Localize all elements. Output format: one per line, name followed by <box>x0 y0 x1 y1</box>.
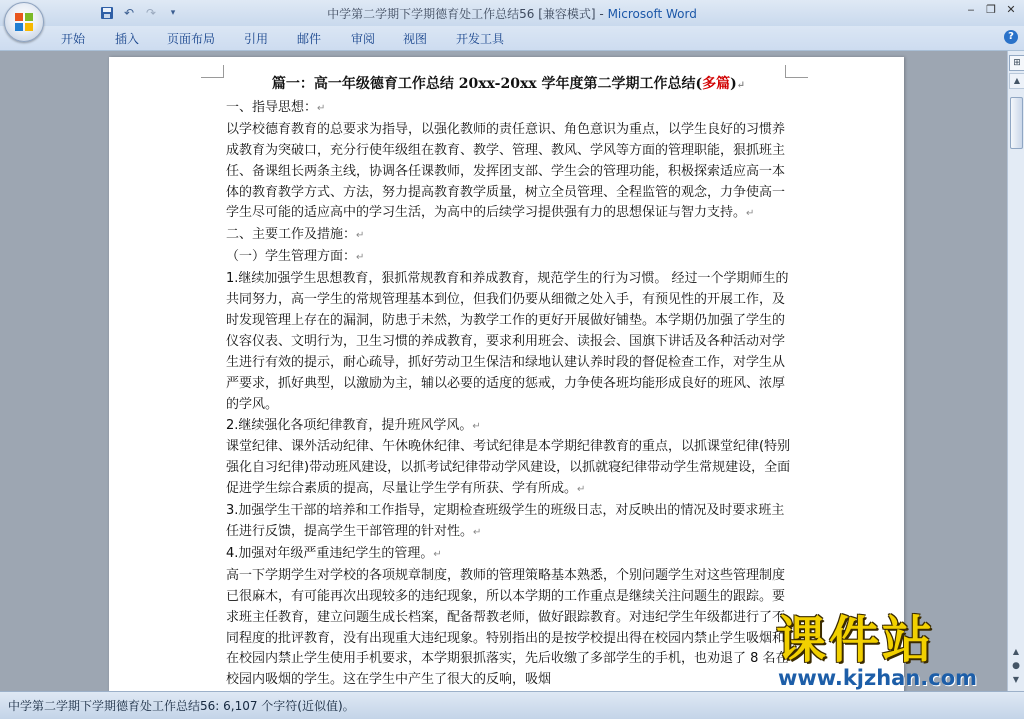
document-area <box>0 51 1007 691</box>
paragraph: 2.继续强化各项纪律教育，提升班风学风。↵ <box>226 417 481 433</box>
document-title: 篇一：高一年级德育工作总结 20xx-20xx 学年度第二学期工作总结(多篇)↵ <box>271 76 746 92</box>
redo-icon[interactable]: ↷ <box>145 6 157 20</box>
paragraph-mark-icon: ↵ <box>746 208 755 220</box>
paragraph-mark-icon: ↵ <box>356 252 365 264</box>
window-title: 中学第二学期下学期德育处工作总结56 [兼容模式] - Microsoft Word <box>327 7 697 21</box>
select-browse-object-icon[interactable]: ● <box>1012 661 1020 671</box>
office-button[interactable] <box>4 2 44 42</box>
paragraph: （一）学生管理方面：↵ <box>226 249 365 265</box>
paragraph-mark-icon: ↵ <box>473 527 482 539</box>
paragraph: 二、主要工作及措施：↵ <box>226 227 365 243</box>
paragraph: 高一下学期学生对学校的各项规章制度，教师的管理策略基本熟悉，个别问题学生对这些管理制度已很麻木，有可能再次出现较多的违纪现象，所以本学期的工作重点是继续关注问题生的跟踪。要求班主任教育，建立问题生成长档案，配备帮教老师，做好跟踪教育。对违纪学生年级都进行了不同程度的批评教育，没有出现重大违纪现象。特别指出的是按学校提出得在校园内禁止学生吸烟和在校园内禁止学生使用手机要求，本学期狠抓落实，先后收缴了多部学生的手机，也劝退了 8 名在校园内吸烟的学生。这在学生中产生了很大的反响，吸烟 <box>226 567 789 688</box>
window-controls <box>962 2 1020 18</box>
document-name: 中学第二学期下学期德育处工作总结56 [兼容模式] <box>327 7 596 21</box>
help-icon[interactable]: ? <box>1004 30 1018 44</box>
paragraph: 一、指导思想：↵ <box>226 99 326 115</box>
paragraph-mark-icon: ↵ <box>433 548 442 560</box>
previous-page-icon[interactable]: ▲ <box>1012 647 1020 656</box>
watermark-logo <box>772 612 1022 694</box>
tab-references[interactable]: 引用 <box>244 32 269 46</box>
title-bar <box>0 0 1024 26</box>
watermark-text: 课件站 <box>776 611 935 669</box>
paragraph-mark-icon: ↵ <box>356 230 365 242</box>
tab-developer[interactable]: 开发工具 <box>456 32 505 46</box>
tab-page-layout[interactable]: 页面布局 <box>167 32 216 46</box>
tab-mailings[interactable]: 邮件 <box>297 32 322 46</box>
paragraph-mark-icon: ↵ <box>577 484 586 496</box>
paragraph-mark-icon: ↵ <box>736 80 746 91</box>
tab-insert[interactable]: 插入 <box>115 32 140 46</box>
minimize-button[interactable]: ‒ <box>967 3 975 16</box>
document-body[interactable] <box>226 74 791 691</box>
scroll-up-arrow-icon[interactable]: ▲ <box>1009 73 1024 89</box>
paragraph: 以学校德育教育的总要求为指导，以强化教师的责任意识、角色意识为重点，以学生良好的习惯养成教育为突破口，充分行使年级组在教育、教学、管理、教风、学风等方面的管理职能，狠抓班主任、备课组长两条主线，协调各任课教师，发挥团支部、学生会的管理功能，积极探索适应高一本体的教育教学方式、方法，努力提高教育教学质量，树立全员管理、全程监管的观念，力争使高一学生尽可能的适应高中的学习生活，为高中的后续学习提供强有力的思想保证与智力支持。↵ <box>226 121 786 221</box>
scrollbar-thumb[interactable] <box>1010 97 1023 149</box>
paragraph-mark-icon: ↵ <box>317 102 326 114</box>
ruler-toggle-icon[interactable]: ⊞ <box>1009 55 1024 71</box>
tab-review[interactable]: 审阅 <box>351 32 376 46</box>
office-logo-icon <box>14 12 34 32</box>
paragraph-mark-icon: ↵ <box>472 420 481 432</box>
watermark-url: www.kjzhan.com <box>778 666 978 690</box>
close-button[interactable]: ✕ <box>1006 3 1016 16</box>
tab-home[interactable]: 开始 <box>61 32 86 46</box>
customize-qat-icon[interactable]: ▾ <box>170 8 176 18</box>
undo-icon[interactable]: ↶ <box>123 6 135 20</box>
paragraph: 课堂纪律、课外活动纪律、午休晚休纪律、考试纪律是本学期纪律教育的重点，以抓课堂纪律(特别强化自习纪律)带动班风建设，以抓考试纪律带动学风建设，以抓就寝纪律带动学生常规建设，全面促进学生综合素质的提高，尽量让学生学有所获、学有所成。↵ <box>226 439 791 497</box>
status-bar <box>0 691 1024 719</box>
vertical-scrollbar[interactable] <box>1007 51 1024 691</box>
paragraph: 1.继续加强学生思想教育，狠抓常规教育和养成教育，规范学生的行为习惯。 经过一个学期师生的共同努力，高一学生的常规管理基本到位，但我们仍要从细微之处入手，有预见性的开展工作，及时发现管理上存在的漏洞，防患于未然，为教学工作的更好开展做好铺垫。本学期仍加强了学生的仪容仪表、文明行为，卫生习惯的养成教育，要求利用班会、读报会、国旗下讲话及各种活动对学生进行有效的提示，耐心疏导，抓好劳动卫生保洁和绿地认建认养时段的督促检查工作，对学生从严要求，抓好典型，以激励为主，辅以必要的适度的惩戒，力争使各班均能形成良好的班风、浓厚的学风。 <box>226 271 789 412</box>
paragraph: 3.加强学生干部的培养和工作指导，定期检查班级学生的班级日志，对反映出的情况及时要求班主任进行反馈，提高学生干部管理的针对性。↵ <box>226 503 785 540</box>
app-name: Microsoft Word <box>607 7 697 21</box>
status-text: 中学第二学期下学期德育处工作总结56: 6,107 个字符(近似值)。 <box>8 699 355 713</box>
tab-view[interactable]: 视图 <box>403 32 428 46</box>
document-page[interactable] <box>109 57 904 691</box>
paragraph: 4.加强对年级严重违纪学生的管理。↵ <box>226 545 442 561</box>
margin-corner-mark <box>201 65 224 78</box>
restore-button[interactable]: ❐ <box>986 3 996 16</box>
ribbon-tabs <box>0 26 1024 51</box>
next-page-icon[interactable]: ▼ <box>1012 675 1020 684</box>
